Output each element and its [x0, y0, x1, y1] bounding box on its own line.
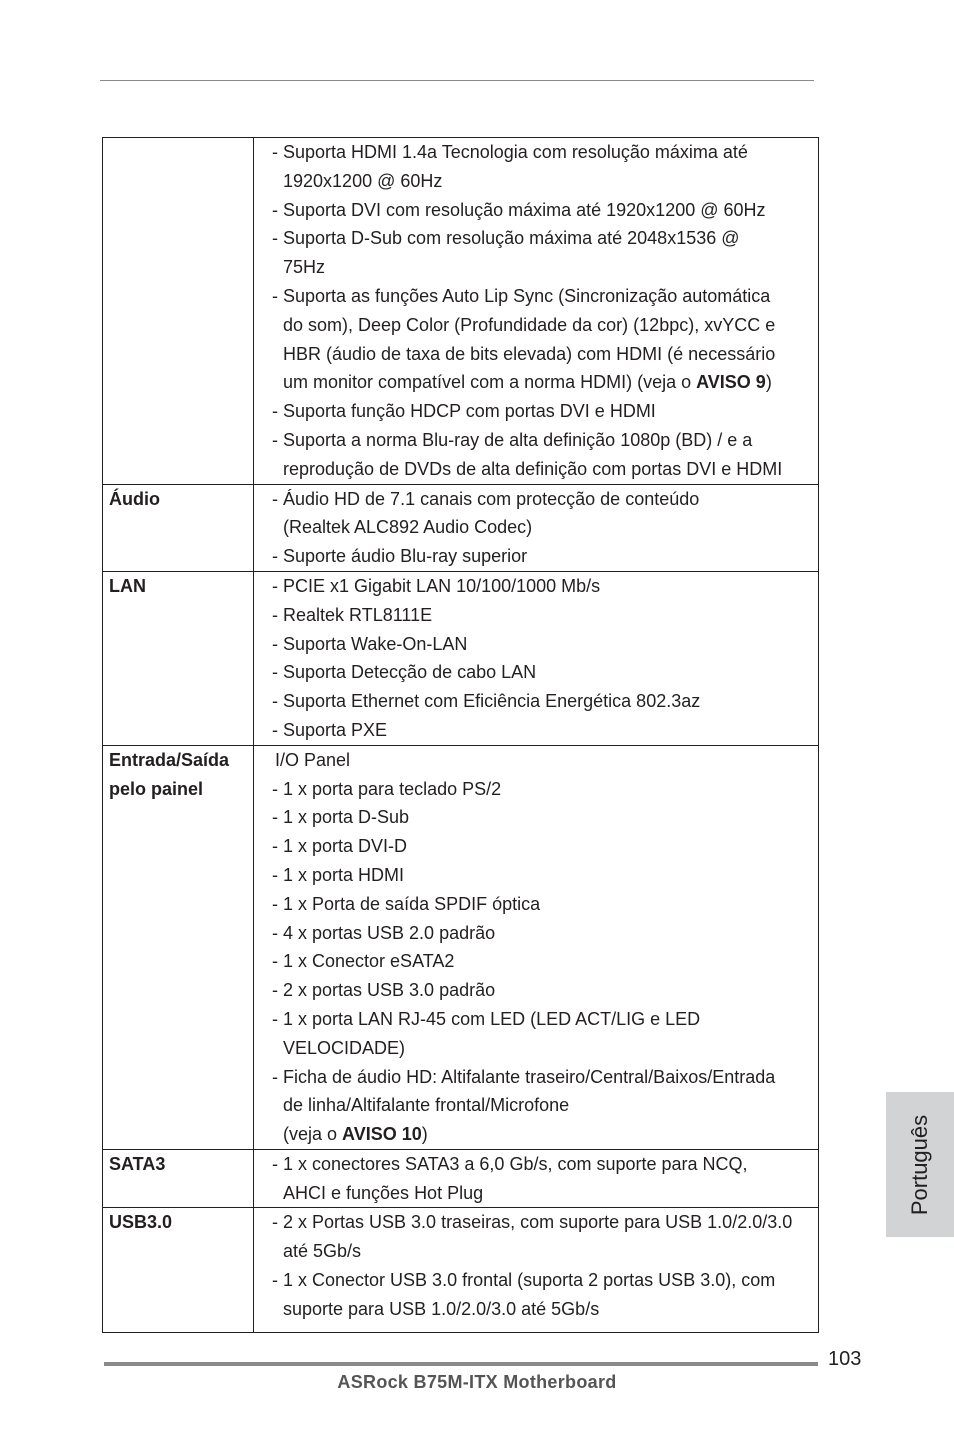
lan-content — [254, 571, 819, 745]
list-item: - Suporte áudio Blu-ray superior — [272, 546, 528, 567]
top-rule — [100, 80, 814, 81]
list-item: - 1 x porta LAN RJ-45 com LED (LED ACT/LIG e LED VELOCIDADE) — [272, 1008, 701, 1058]
list-item: - 4 x portas USB 2.0 padrão — [272, 922, 496, 943]
table-row-audio — [103, 484, 819, 571]
list-item: - Realtek RTL8111E — [272, 604, 433, 625]
row-label-usb3: USB3.0 — [103, 1208, 254, 1332]
list-item: - 1 x porta para teclado PS/2 — [272, 778, 502, 799]
sata3-content — [254, 1149, 819, 1208]
list-item: - 1 x porta HDMI — [272, 864, 405, 885]
row-label-empty — [103, 138, 254, 485]
list-item: - 1 x Porta de saída SPDIF óptica — [272, 893, 541, 914]
list-item: - 1 x porta D-Sub — [272, 807, 410, 828]
list-item: - Suporta Detecção de cabo LAN — [272, 662, 537, 683]
table-row-lan — [103, 571, 819, 745]
page-number: 103 — [828, 1348, 862, 1370]
closing-paren: ) — [421, 1124, 428, 1145]
bottom-rule — [104, 1362, 818, 1366]
list-item: - 1 x conectores SATA3 a 6,0 Gb/s, com suporte para NCQ, AHCI e funções Hot Plug — [272, 1153, 748, 1203]
table-row-sata3 — [103, 1149, 819, 1208]
table-row-graphics — [103, 138, 819, 485]
table-row-usb3 — [103, 1208, 819, 1332]
list-item: - 1 x Conector USB 3.0 frontal (suporta 2 portas USB 3.0), com suporte para USB 1.0/2.0/3.0 até 5Gb/s — [272, 1270, 776, 1319]
list-item: - 1 x porta DVI-D — [272, 836, 408, 857]
list-item: - Suporta função HDCP com portas DVI e HDMI — [272, 401, 656, 422]
language-side-tab — [886, 1092, 954, 1237]
io-panel-heading: I/O Panel — [275, 749, 351, 770]
row-label-io: Entrada/Saída pelo painel — [103, 745, 254, 1149]
list-item: - 2 x portas USB 3.0 padrão — [272, 980, 496, 1001]
list-item: - Suporta Wake-On-LAN — [272, 633, 468, 654]
row-label-sata3: SATA3 — [103, 1149, 254, 1208]
list-item: - Suporta D-Sub com resolução máxima até 2048x1536 @ 75Hz — [272, 228, 740, 278]
closing-paren: ) — [765, 372, 772, 393]
see-note-text: (veja o — [283, 1124, 343, 1145]
list-item: - PCIE x1 Gigabit LAN 10/100/1000 Mb/s — [272, 575, 601, 596]
audio-content — [254, 484, 819, 571]
list-item: - Ficha de áudio HD: Altifalante traseiro/Central/Baixos/Entrada de linha/Altifalante frontal/Microfone (veja o AVISO 10) — [272, 1066, 776, 1145]
footer-title: ASRock B75M-ITX Motherboard — [337, 1372, 617, 1392]
usb3-content — [254, 1208, 819, 1332]
list-item: - Áudio HD de 7.1 canais com protecção de conteúdo (Realtek ALC892 Audio Codec) — [272, 488, 700, 538]
list-item: - Suporta DVI com resolução máxima até 1920x1200 @ 60Hz — [272, 199, 766, 220]
spec-table — [102, 137, 819, 1333]
io-content — [254, 745, 819, 1149]
list-item: - Suporta PXE — [272, 719, 388, 740]
graphics-content — [254, 138, 819, 485]
table-row-io — [103, 745, 819, 1149]
aviso-9-ref: AVISO 9 — [696, 372, 766, 393]
list-item: - 2 x Portas USB 3.0 traseiras, com suporte para USB 1.0/2.0/3.0 até 5Gb/s — [272, 1212, 793, 1262]
row-label-audio: Áudio — [103, 484, 254, 571]
list-item: - Suporta as funções Auto Lip Sync (Sincronização automática do som), Deep Color (Profundidade da cor) (12bpc), xvYCC e HBR (áudio de taxa de bits elevada) com HDMI (é necessário um monitor compatível com a norma HDMI) (veja o AVISO 9) — [272, 285, 776, 393]
language-label: Português — [907, 1114, 932, 1215]
list-item: - 1 x Conector eSATA2 — [272, 951, 455, 972]
aviso-10-ref: AVISO 10 — [342, 1124, 422, 1145]
list-item: - Suporta a norma Blu-ray de alta definição 1080p (BD) / e a reprodução de DVDs de alta definição com portas DVI e HDMI — [272, 429, 783, 479]
list-item: - Suporta Ethernet com Eficiência Energética 802.3az — [272, 691, 701, 712]
list-item: - Suporta HDMI 1.4a Tecnologia com resolução máxima até 1920x1200 @ 60Hz — [272, 142, 748, 191]
row-label-lan: LAN — [103, 571, 254, 745]
